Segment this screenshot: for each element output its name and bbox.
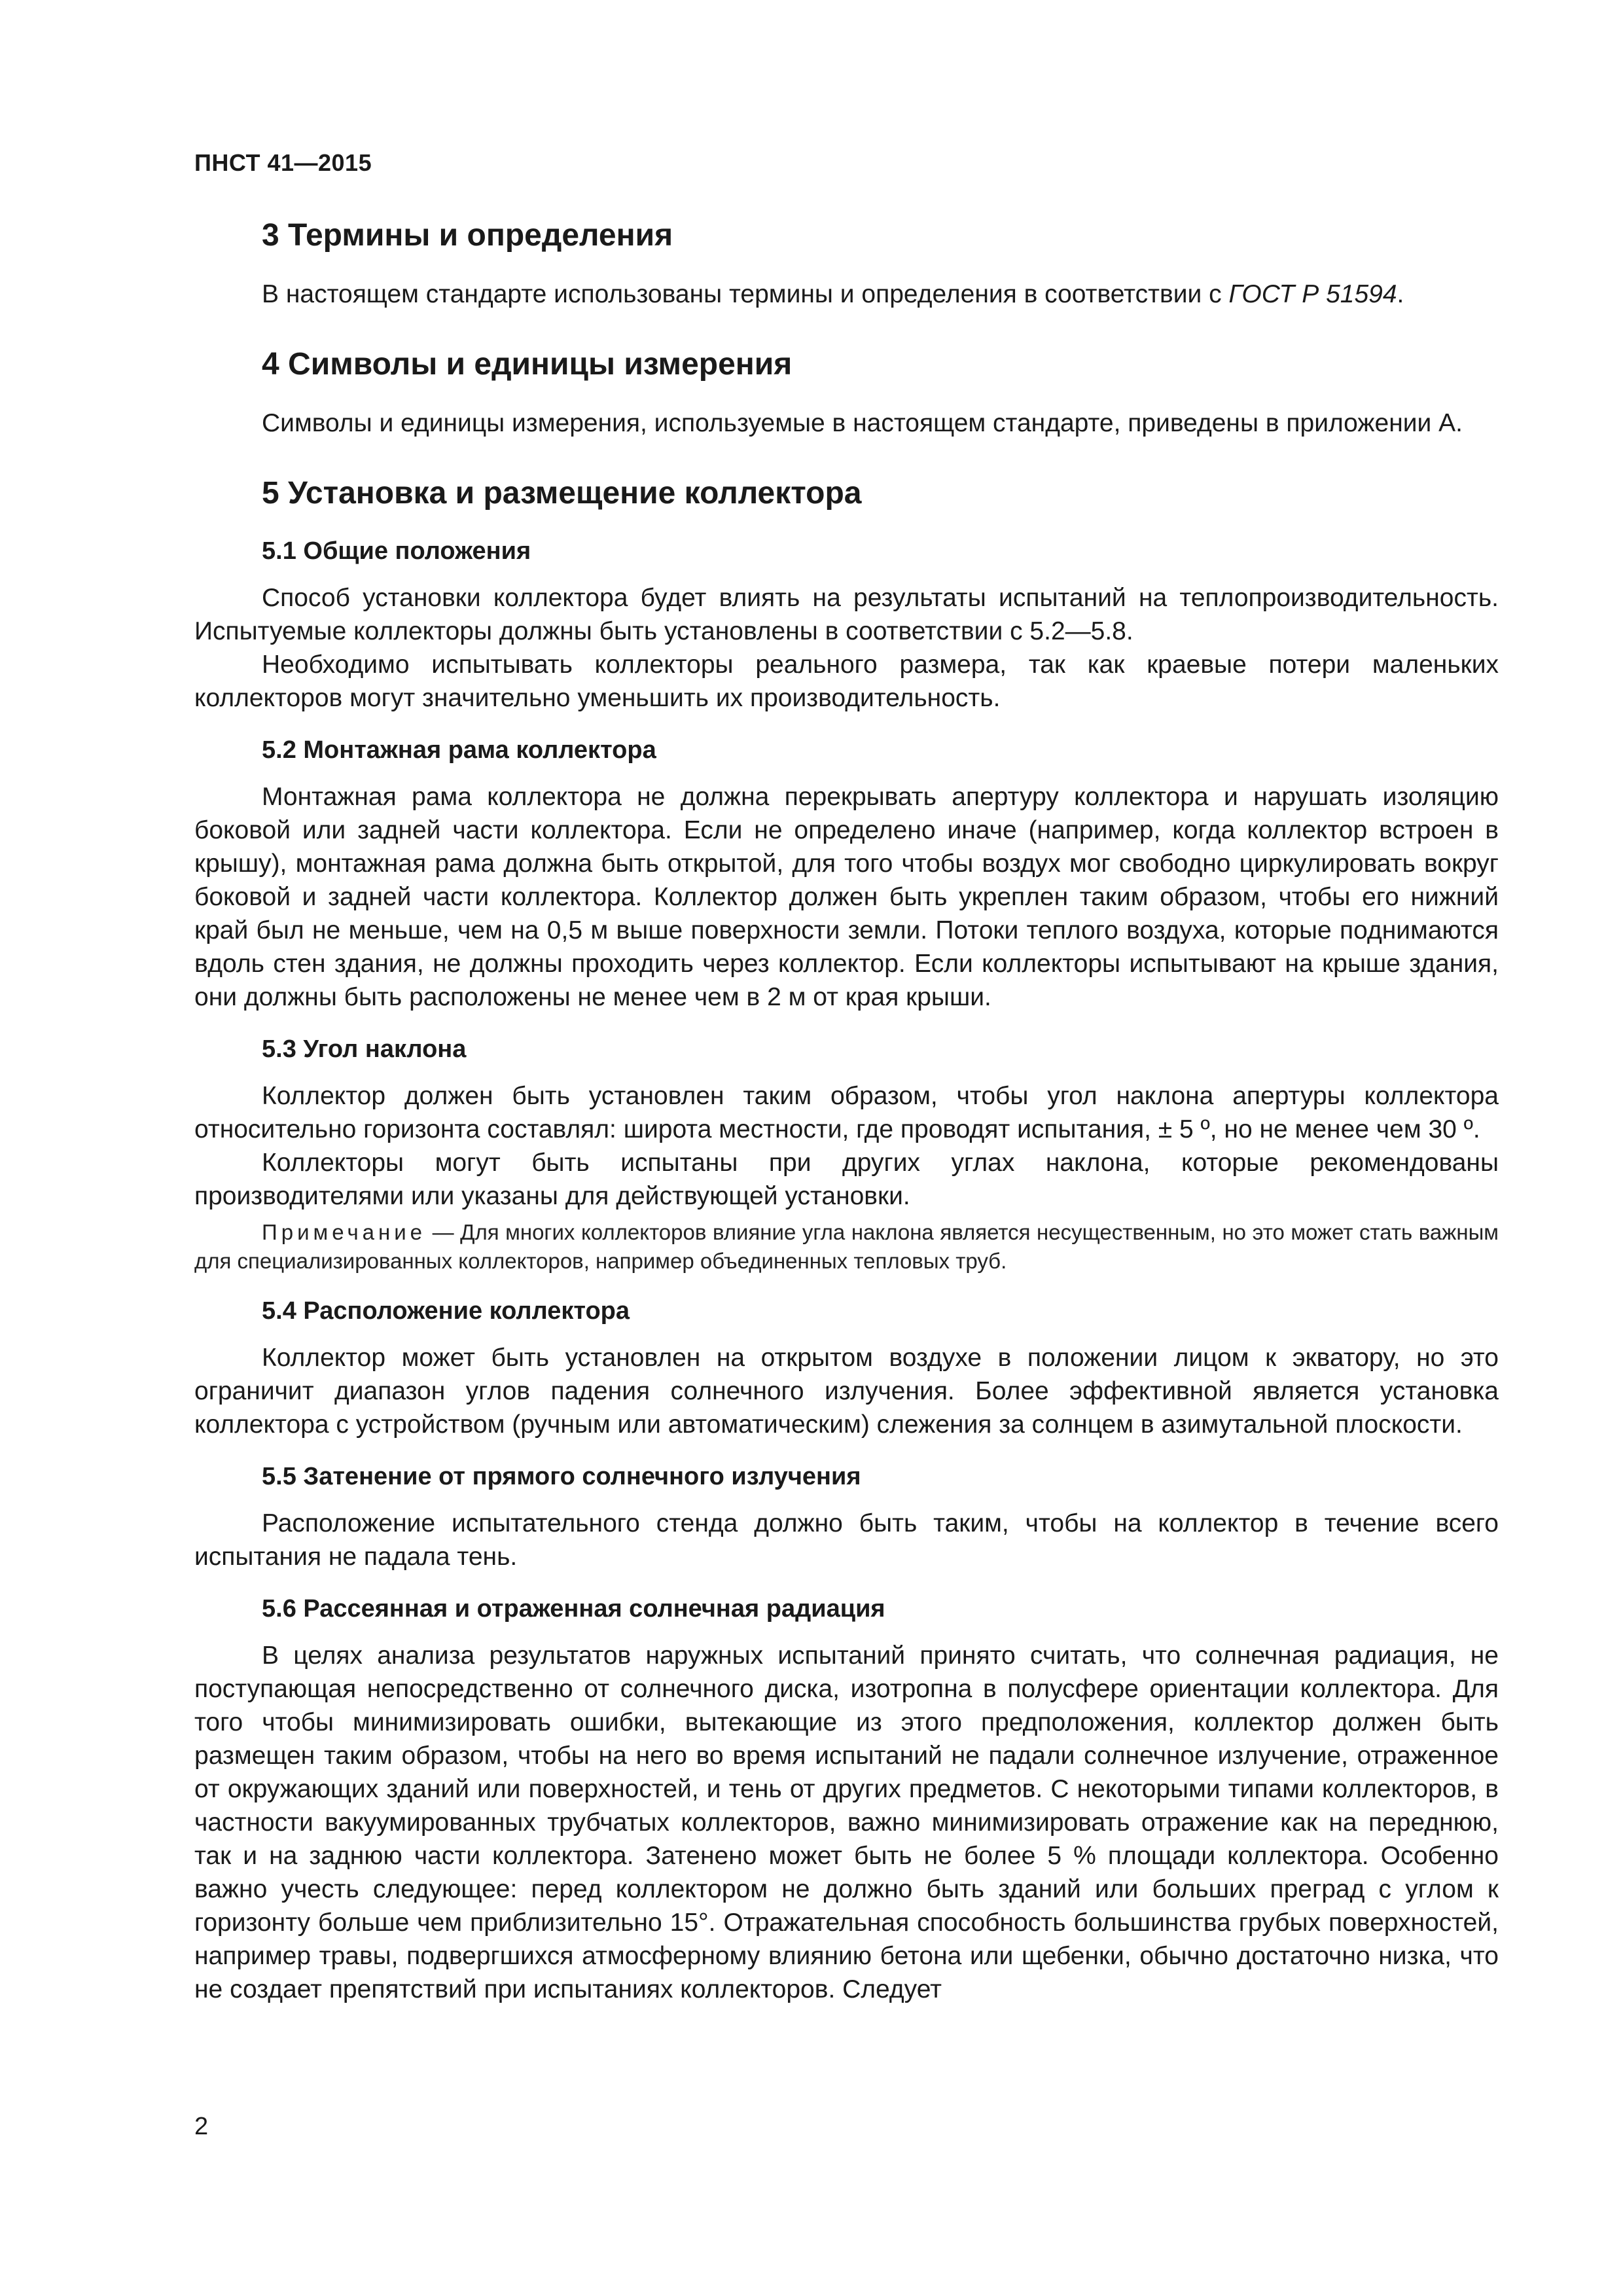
section-5-6-paragraph-1: В целях анализа результатов наружных испытаний принято считать, что солнечная радиация, не поступающая непосредственно от солнечного диска, изотропна в полусфере ориентации коллектора. Для того чтобы минимизировать ошибки, вытекающие из этого предположения, коллектор должен быть размещен таким образом, чтобы на него во время испытаний не падали солнечное излучение, отраженное от окружающих зданий или поверхностей, и тень от других предметов. С некоторыми типами коллекторов, в частности вакуумированных трубчатых коллекторов, важно минимизировать отражение как на переднюю, так и на заднюю части коллектора. Затенено может быть не более 5 % площади коллектора. Особенно важно учесть следующее: перед коллектором не должно быть зданий или больших преград с углом к горизонту больше чем приблизительно 15°. Отражательная способность большинства грубых поверхностей, например травы, подвергшихся атмосферному влиянию бетона или щебенки, обычно достаточно низка, что не создает препятствий при испытаниях коллекторов. Следует xyxy=(194,1641,1499,2003)
section-5-6-title: 5.6 Рассеянная и отраженная солнечная радиация xyxy=(262,1595,885,1623)
document-body xyxy=(194,216,1499,2006)
gost-reference: ГОСТ Р 51594 xyxy=(1228,280,1397,308)
section-3-text-after: . xyxy=(1397,280,1404,308)
page-number: 2 xyxy=(194,2113,209,2140)
section-3-title: 3 Термины и определения xyxy=(262,218,673,253)
section-3-text xyxy=(194,278,1499,311)
section-5-5-paragraph-1: Расположение испытательного стенда должно быть таким, чтобы на коллектор в течение всего испытания не падала тень. xyxy=(194,1509,1499,1571)
section-3-text-before: В настоящем стандарте использованы термины и определения в соответствии с xyxy=(262,280,1229,308)
section-5-2-title: 5.2 Монтажная рама коллектора xyxy=(262,736,656,764)
section-5-3-note xyxy=(194,1218,1499,1276)
section-4-text: Символы и единицы измерения, используемые в настоящем стандарте, приведены в приложении А. xyxy=(262,409,1463,437)
section-5-3-title: 5.3 Угол наклона xyxy=(262,1035,467,1063)
section-5-3-paragraph-1: Коллектор должен быть установлен таким образом, чтобы угол наклона апертуры коллектора относительно горизонта составлял: широта местности, где проводят испытания, ± 5 º, но не менее чем 30 º. xyxy=(194,1082,1499,1143)
section-5-3-paragraph-2: Коллекторы могут быть испытаны при других углах наклона, которые рекомендованы производителями или указаны для действующей установки. xyxy=(194,1149,1499,1210)
section-5-4-paragraph-1: Коллектор может быть установлен на открытом воздухе в положении лицом к экватору, но это ограничит диапазон углов падения солнечного излучения. Более эффективной является установка коллектора с устройством (ручным или автоматическим) слежения за солнцем в азимутальной плоскости. xyxy=(194,1344,1499,1439)
note-text: — Для многих коллекторов влияние угла наклона является несущественным, но это может стать важным для специализированных коллекторов, например объединенных тепловых труб. xyxy=(194,1220,1499,1273)
section-5-1-title: 5.1 Общие положения xyxy=(262,537,531,565)
section-5-2-paragraph-1: Монтажная рама коллектора не должна перекрывать апертуру коллектора и нарушать изоляцию боковой или задней части коллектора. Если не определено иначе (например, когда коллектор встроен в крышу), монтажная рама должна быть открытой, для того чтобы воздух мог свободно циркулировать вокруг боковой и задней части коллектора. Коллектор должен быть укреплен таким образом, чтобы его нижний край был не меньше, чем на 0,5 м выше поверхности земли. Потоки теплого воздуха, которые поднимаются вдоль стен здания, не должны проходить через коллектор. Если коллекторы испытывают на крыше здания, они должны быть расположены не менее чем в 2 м от края крыши. xyxy=(194,783,1499,1011)
section-5-5-title: 5.5 Затенение от прямого солнечного излучения xyxy=(262,1463,861,1490)
section-4-title: 4 Символы и единицы измерения xyxy=(262,347,793,382)
note-label: Примечание xyxy=(262,1220,427,1244)
standard-code: ПНСТ 41—2015 xyxy=(194,149,372,176)
section-5-1-paragraph-1: Способ установки коллектора будет влиять на результаты испытаний на теплопроизводительность. Испытуемые коллекторы должны быть установлены в соответствии с 5.2—5.8. xyxy=(194,584,1499,645)
section-5-title: 5 Установка и размещение коллектора xyxy=(262,476,862,511)
section-5-4-title: 5.4 Расположение коллектора xyxy=(262,1297,630,1325)
section-5-1-paragraph-2: Необходимо испытывать коллекторы реального размера, так как краевые потери маленьких коллекторов могут значительно уменьшить их производительность. xyxy=(194,651,1499,712)
